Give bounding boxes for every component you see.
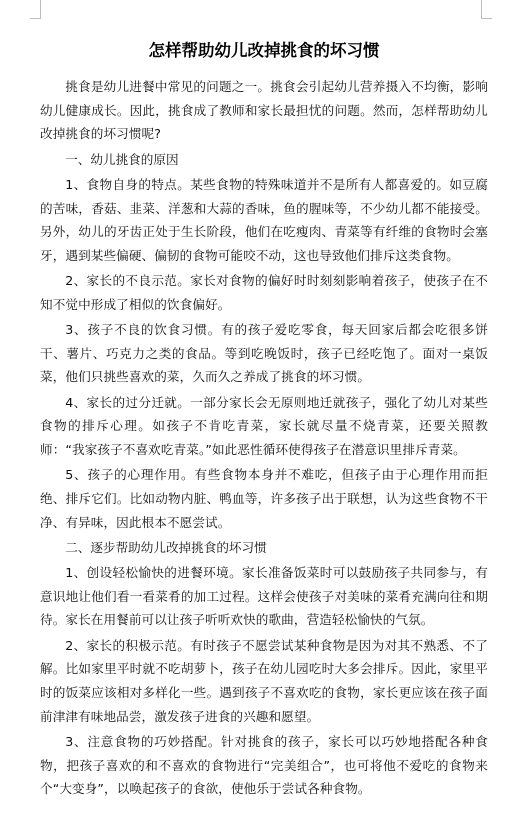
document-title: 怎样帮助幼儿改掉挑食的坏习惯 bbox=[148, 41, 380, 60]
page-corner-mark-left bbox=[30, 0, 41, 19]
method-paragraph-2: 2、家长的积极示范。有时孩子不愿尝试某种食物是因为对其不熟悉、不了解。比如家里平时就不吃胡萝卜，孩子在幼儿园吃时大多会排斥。因此，家里平时的饭菜应该相对多样化一些。遇到孩子不喜欢吃的食物，家长更应该在孩子面前津津有味地品尝，激发孩子进食的兴趣和愿望。 bbox=[40, 637, 488, 724]
page-corner-mark-right bbox=[481, 0, 492, 19]
section-heading-causes: 一、幼儿挑食的原因 bbox=[65, 151, 179, 167]
cause-paragraph-1: 1、食物自身的特点。某些食物的特殊味道并不是所有人都喜爱的。如豆腐的苦味，香菇、韭菜、洋葱和大蒜的香味，鱼的腥味等，不少幼儿都不能接受。另外，幼儿的牙齿正处于生长阶段，他们在吃瘦肉、青菜等有纤维的食物时会塞牙，遇到某些偏硬、偏韧的食物可能咬不动，这也导致他们排斥这类食物。 bbox=[40, 176, 488, 263]
method-paragraph-1: 1、创设轻松愉快的进餐环境。家长准备饭菜时可以鼓励孩子共同参与，有意识地让他们看一看菜肴的加工过程。这样会使孩子对美味的菜肴充满向往和期待。家长在用餐前可以让孩子听听欢快的歌曲，营造轻松愉快的气氛。 bbox=[40, 565, 488, 628]
cause-paragraph-3: 3、孩子不良的饮食习惯。有的孩子爱吃零食，每天回家后都会吃很多饼干、薯片、巧克力之类的食品。等到吃晚饭时，孩子已经吃饱了。面对一桌饭菜，他们只挑些喜欢的菜，久而久之养成了挑食的坏习惯。 bbox=[40, 322, 488, 385]
cause-paragraph-4: 4、家长的过分迁就。一部分家长会无原则地迁就孩子，强化了幼儿对某些食物的排斥心理。如孩子不肯吃青菜，家长就尽量不烧青菜，还要关照教师：“我家孩子不喜欢吃青菜。”如此恶性循环使得孩子在潜意识里排斥青菜。 bbox=[40, 394, 488, 458]
intro-paragraph: 挑食是幼儿进餐中常见的问题之一。挑食会引起幼儿营养摄入不均衡，影响幼儿健康成长。因此，挑食成了教师和家长最担忧的问题。然而，怎样帮助幼儿改掉挑食的坏习惯呢? bbox=[40, 79, 488, 142]
document-page bbox=[40, 40, 488, 803]
cause-paragraph-5: 5、孩子的心理作用。有些食物本身并不难吃，但孩子由于心理作用而拒绝、排斥它们。比如动物内脏、鸭血等，许多孩子出于联想，认为这些食物不干净、有异味，因此根本不愿尝试。 bbox=[40, 467, 488, 530]
cause-paragraph-2: 2、家长的不良示范。家长对食物的偏好时时刻刻影响着孩子，使孩子在不知不觉中形成了相似的饮食偏好。 bbox=[40, 273, 488, 312]
method-paragraph-3: 3、注意食物的巧妙搭配。针对挑食的孩子，家长可以巧妙地搭配各种食物，把孩子喜欢的和不喜欢的食物进行“完美组合”，也可将他不爱吃的食物来个“大变身”，以唤起孩子的食欲，使他乐于尝试各种食物。 bbox=[40, 733, 488, 797]
section-heading-methods: 二、逐步帮助幼儿改掉挑食的坏习惯 bbox=[65, 539, 267, 555]
